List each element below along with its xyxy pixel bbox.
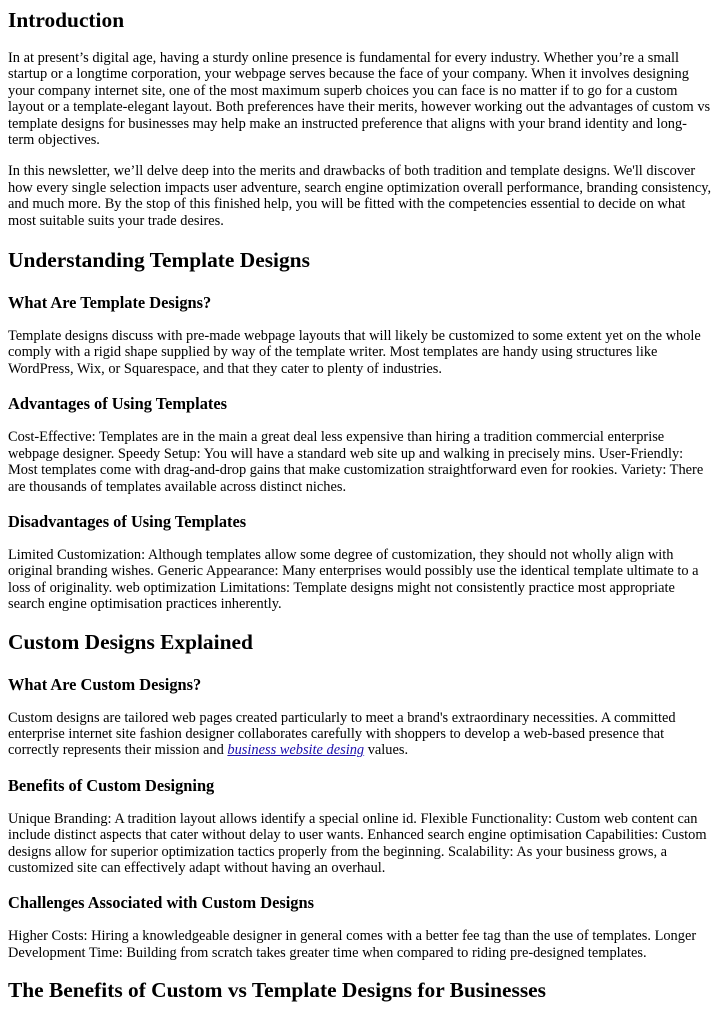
paragraph-disadvantages-templates: Limited Customization: Although templates allow some degree of customization, they should not wholly align with original branding wishes. Generic Appearance: Many enterprises would possibly use the identical template ultimate to a loss of originality. web optimization Limitations: Template designs might not consistently practice most appropriate search engine optimisation practices inherently. bbox=[8, 546, 699, 613]
paragraph-what-are-templates: Template designs discuss with pre-made webpage layouts that will likely be customized to some extent yet on the whole comply with a rigid shape supplied by way of the template writer. Most templates are handy using structures like WordPress, Wix, or Squarespace, and that they cater to plenty of industries. bbox=[8, 328, 701, 377]
subheading-advantages-templates: Advantages of Using Templates bbox=[8, 394, 228, 414]
section-heading-custom-designs: Custom Designs Explained bbox=[8, 629, 253, 654]
section-heading-understanding-templates: Understanding Template Designs bbox=[8, 248, 310, 273]
subheading-disadvantages-templates: Disadvantages of Using Templates bbox=[8, 511, 247, 531]
subheading-what-are-templates: What Are Template Designs? bbox=[8, 293, 212, 313]
subheading-benefits-custom: Benefits of Custom Designing bbox=[8, 775, 215, 795]
intro-paragraph-2: In this newsletter, we’ll delve deep into the merits and drawbacks of both tradition and template designs. We'll discover how every single selection impacts user adventure, search engine optimization overall performance, branding consistency, and much more. By the stop of this finished help, you will be fitted with the competencies essential to decide on what most suitable suits your trade desires. bbox=[8, 163, 712, 229]
paragraph-what-are-custom bbox=[8, 710, 712, 759]
paragraph-text: Custom designs are tailored web pages created particularly to meet a brand's extraordinary necessities. A committed enterprise internet site fashion designer collaborates carefully with shoppers to develop a web-based presence that correctly represents their mission and bbox=[8, 709, 676, 759]
intro-paragraph-1: In at present’s digital age, having a sturdy online presence is fundamental for every industry. Whether you’re a small startup or a longtime corporation, your webpage serves because the face of your company. When it involves designing your company internet site, one of the most maximum superb choices you can face is no matter if to go for a custom layout or a template-elegant layout. Both preferences have their merits, however working out the advantages of custom vs template designs for businesses may help make an instructed preference that aligns with your brand identity and long-term objectives. bbox=[8, 50, 711, 149]
paragraph-benefits-custom: Unique Branding: A tradition layout allows identify a special online id. Flexible Functionality: Custom web content can include distinct aspects that cater without delay to user wants. Enhanced search engine optimisation Capabilities: Custom designs allow for superior optimization tactics properly from the beginning. Scalability: As your business grows, a customized site can effectively adapt without having an overhaul. bbox=[8, 810, 707, 876]
paragraph-challenges-custom: Higher Costs: Hiring a knowledgeable designer in general comes with a better fee tag than the use of templates. Longer Development Time: Building from scratch takes greater time when compared to riding pre-designed templates. bbox=[8, 928, 697, 961]
section-heading-introduction: Introduction bbox=[8, 8, 125, 32]
section-heading-benefits-custom-vs-template: The Benefits of Custom vs Template Designs for Businesses bbox=[8, 978, 546, 1003]
business-website-link[interactable]: business website desing bbox=[227, 742, 365, 759]
paragraph-text-end: values. bbox=[364, 742, 409, 759]
subheading-what-are-custom: What Are Custom Designs? bbox=[8, 674, 202, 694]
paragraph-advantages-templates: Cost-Effective: Templates are in the main a great deal less expensive than hiring a tradition commercial enterprise webpage designer. Speedy Setup: You will have a standard web site up and walking in precisely mins. User-Friendly: Most templates come with drag-and-drop gains that make customization straightforward even for rookies. Variety: There are thousands of templates available across distinct niches. bbox=[8, 429, 704, 495]
subheading-challenges-custom: Challenges Associated with Custom Designs bbox=[8, 893, 314, 913]
